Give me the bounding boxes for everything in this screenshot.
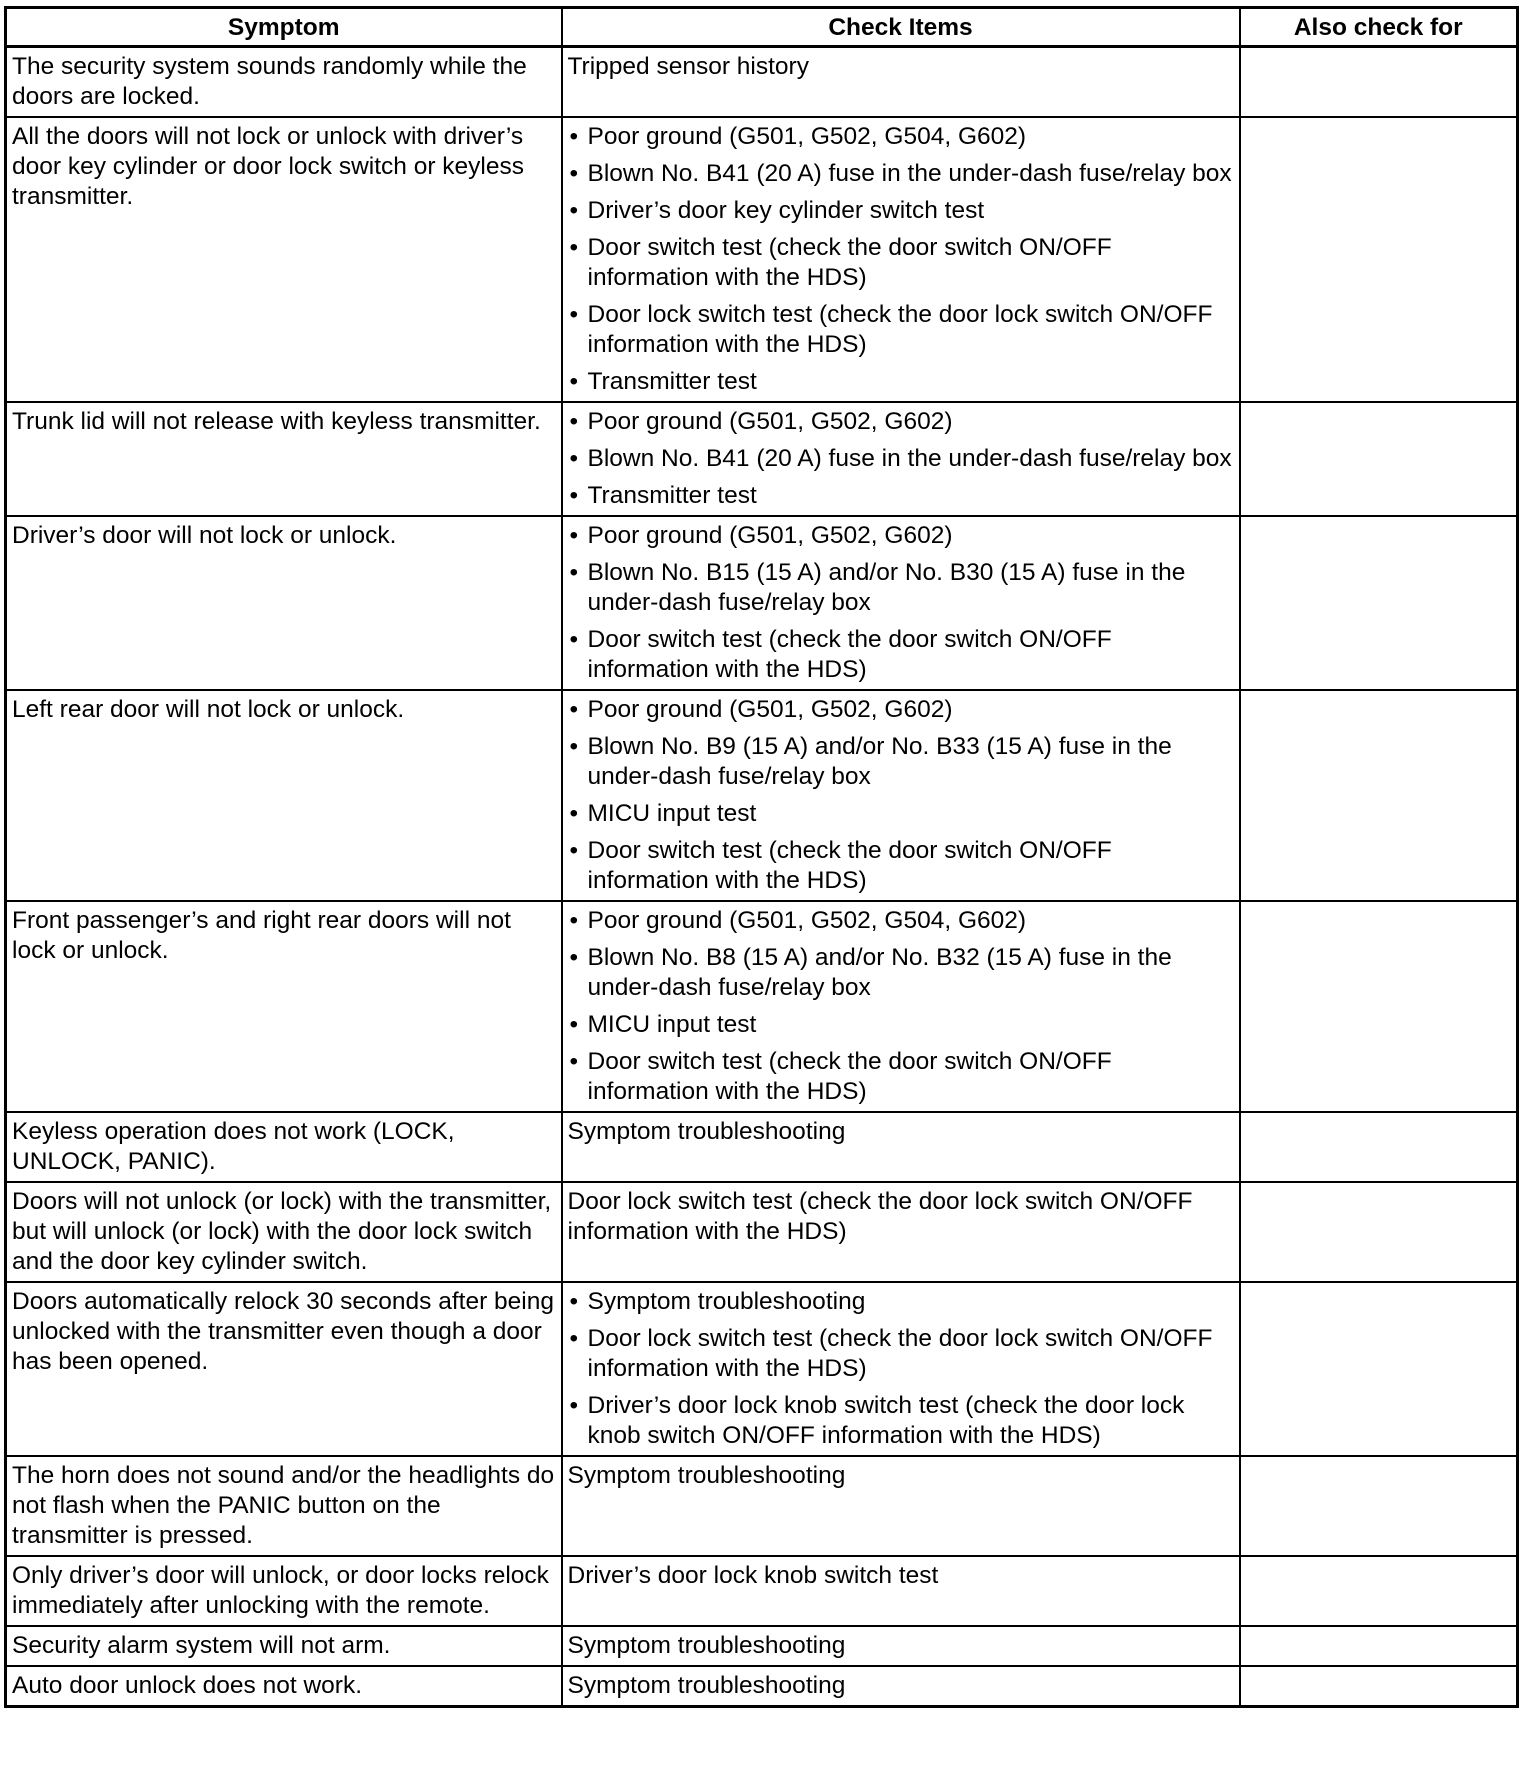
symptom-cell: Trunk lid will not release with keyless transmitter. — [6, 402, 562, 516]
also-check-cell — [1240, 1112, 1518, 1182]
check-item: • Blown No. B8 (15 A) and/or No. B32 (15 A) fuse in the under-dash fuse/relay box — [568, 943, 1235, 1003]
check-item: • Blown No. B41 (20 A) fuse in the under-dash fuse/relay box — [568, 444, 1235, 474]
check-item: • MICU input test — [568, 1010, 1235, 1040]
also-check-cell — [1240, 690, 1518, 901]
check-items-cell — [562, 1666, 1240, 1707]
troubleshooting-table — [4, 6, 1519, 1708]
table-row — [6, 1282, 1518, 1456]
check-item: • Door lock switch test (check the door lock switch ON/OFF information with the HDS) — [568, 300, 1235, 360]
check-items-cell — [562, 516, 1240, 690]
table-row — [6, 690, 1518, 901]
also-check-cell — [1240, 117, 1518, 402]
table-row — [6, 1666, 1518, 1707]
symptom-cell: Doors will not unlock (or lock) with the transmitter, but will unlock (or lock) with the door lock switch and the door key cylinder switch. — [6, 1182, 562, 1282]
check-items-cell — [562, 1626, 1240, 1666]
check-items-cell — [562, 1282, 1240, 1456]
check-items-cell — [562, 1456, 1240, 1556]
table-row — [6, 901, 1518, 1112]
also-check-cell — [1240, 516, 1518, 690]
check-item: • Door switch test (check the door switch ON/OFF information with the HDS) — [568, 1047, 1235, 1107]
check-item: Symptom troubleshooting — [567, 1118, 846, 1145]
check-item: • Transmitter test — [568, 481, 1235, 511]
table-row — [6, 1626, 1518, 1666]
check-item: • Poor ground (G501, G502, G504, G602) — [568, 122, 1235, 152]
check-items-list — [568, 906, 1235, 1107]
check-item: • Poor ground (G501, G502, G602) — [568, 695, 1235, 725]
check-item: Tripped sensor history — [567, 53, 809, 80]
symptom-cell: Security alarm system will not arm. — [6, 1626, 562, 1666]
header-also-check-for: Also check for — [1240, 8, 1518, 47]
symptom-cell: The security system sounds randomly while the doors are locked. — [6, 47, 562, 118]
check-items-list — [568, 521, 1235, 685]
check-items-cell — [562, 690, 1240, 901]
check-item: • Symptom troubleshooting — [568, 1287, 1235, 1317]
table-row — [6, 47, 1518, 118]
table-row — [6, 1556, 1518, 1626]
check-item: • Blown No. B15 (15 A) and/or No. B30 (15 A) fuse in the under-dash fuse/relay box — [568, 558, 1235, 618]
check-item: • Door switch test (check the door switch ON/OFF information with the HDS) — [568, 233, 1235, 293]
symptom-cell: Doors automatically relock 30 seconds after being unlocked with the transmitter even though a door has been opened. — [6, 1282, 562, 1456]
check-item: • Driver’s door lock knob switch test (check the door lock knob switch ON/OFF information with the HDS) — [568, 1391, 1235, 1451]
also-check-cell — [1240, 1182, 1518, 1282]
also-check-cell — [1240, 1626, 1518, 1666]
table-row — [6, 1112, 1518, 1182]
symptom-cell: All the doors will not lock or unlock with driver’s door key cylinder or door lock switch or keyless transmitter. — [6, 117, 562, 402]
also-check-cell — [1240, 1456, 1518, 1556]
check-item: • Door switch test (check the door switch ON/OFF information with the HDS) — [568, 625, 1235, 685]
check-item: • Door lock switch test (check the door lock switch ON/OFF information with the HDS) — [568, 1324, 1235, 1384]
header-symptom: Symptom — [6, 8, 562, 47]
check-item: • Blown No. B41 (20 A) fuse in the under-dash fuse/relay box — [568, 159, 1235, 189]
check-items-list — [568, 122, 1235, 397]
check-items-cell — [562, 1112, 1240, 1182]
symptom-cell: The horn does not sound and/or the headlights do not flash when the PANIC button on the transmitter is pressed. — [6, 1456, 562, 1556]
check-item: • Poor ground (G501, G502, G602) — [568, 521, 1235, 551]
check-items-list — [568, 1287, 1235, 1451]
check-item: Symptom troubleshooting — [567, 1672, 846, 1699]
check-items-list — [568, 407, 1235, 511]
symptom-cell: Left rear door will not lock or unlock. — [6, 690, 562, 901]
check-items-cell — [562, 402, 1240, 516]
also-check-cell — [1240, 402, 1518, 516]
symptom-cell: Only driver’s door will unlock, or door locks relock immediately after unlocking with the remote. — [6, 1556, 562, 1626]
check-item: • Transmitter test — [568, 367, 1235, 397]
check-item: • MICU input test — [568, 799, 1235, 829]
check-item: • Blown No. B9 (15 A) and/or No. B33 (15 A) fuse in the under-dash fuse/relay box — [568, 732, 1235, 792]
check-items-cell — [562, 1182, 1240, 1282]
table-row — [6, 402, 1518, 516]
check-item: • Driver’s door key cylinder switch test — [568, 196, 1235, 226]
check-item: Symptom troubleshooting — [567, 1632, 846, 1659]
also-check-cell — [1240, 1282, 1518, 1456]
check-item: • Door switch test (check the door switch ON/OFF information with the HDS) — [568, 836, 1235, 896]
check-item: • Poor ground (G501, G502, G504, G602) — [568, 906, 1235, 936]
check-item: Driver’s door lock knob switch test — [567, 1562, 939, 1589]
check-items-list — [568, 695, 1235, 896]
table-row — [6, 1456, 1518, 1556]
table-row — [6, 117, 1518, 402]
also-check-cell — [1240, 47, 1518, 118]
table-row — [6, 1182, 1518, 1282]
also-check-cell — [1240, 1556, 1518, 1626]
check-item: • Poor ground (G501, G502, G602) — [568, 407, 1235, 437]
symptom-cell: Auto door unlock does not work. — [6, 1666, 562, 1707]
check-items-cell — [562, 117, 1240, 402]
symptom-cell: Driver’s door will not lock or unlock. — [6, 516, 562, 690]
check-items-cell — [562, 47, 1240, 118]
header-check-items: Check Items — [562, 8, 1240, 47]
symptom-cell: Keyless operation does not work (LOCK, UNLOCK, PANIC). — [6, 1112, 562, 1182]
check-items-cell — [562, 1556, 1240, 1626]
table-row — [6, 516, 1518, 690]
check-item: Symptom troubleshooting — [567, 1462, 846, 1489]
symptom-cell: Front passenger’s and right rear doors will not lock or unlock. — [6, 901, 562, 1112]
also-check-cell — [1240, 901, 1518, 1112]
header-row — [6, 8, 1518, 47]
also-check-cell — [1240, 1666, 1518, 1707]
check-items-cell — [562, 901, 1240, 1112]
check-item: Door lock switch test (check the door lock switch ON/OFF information with the HDS) — [567, 1188, 1193, 1245]
